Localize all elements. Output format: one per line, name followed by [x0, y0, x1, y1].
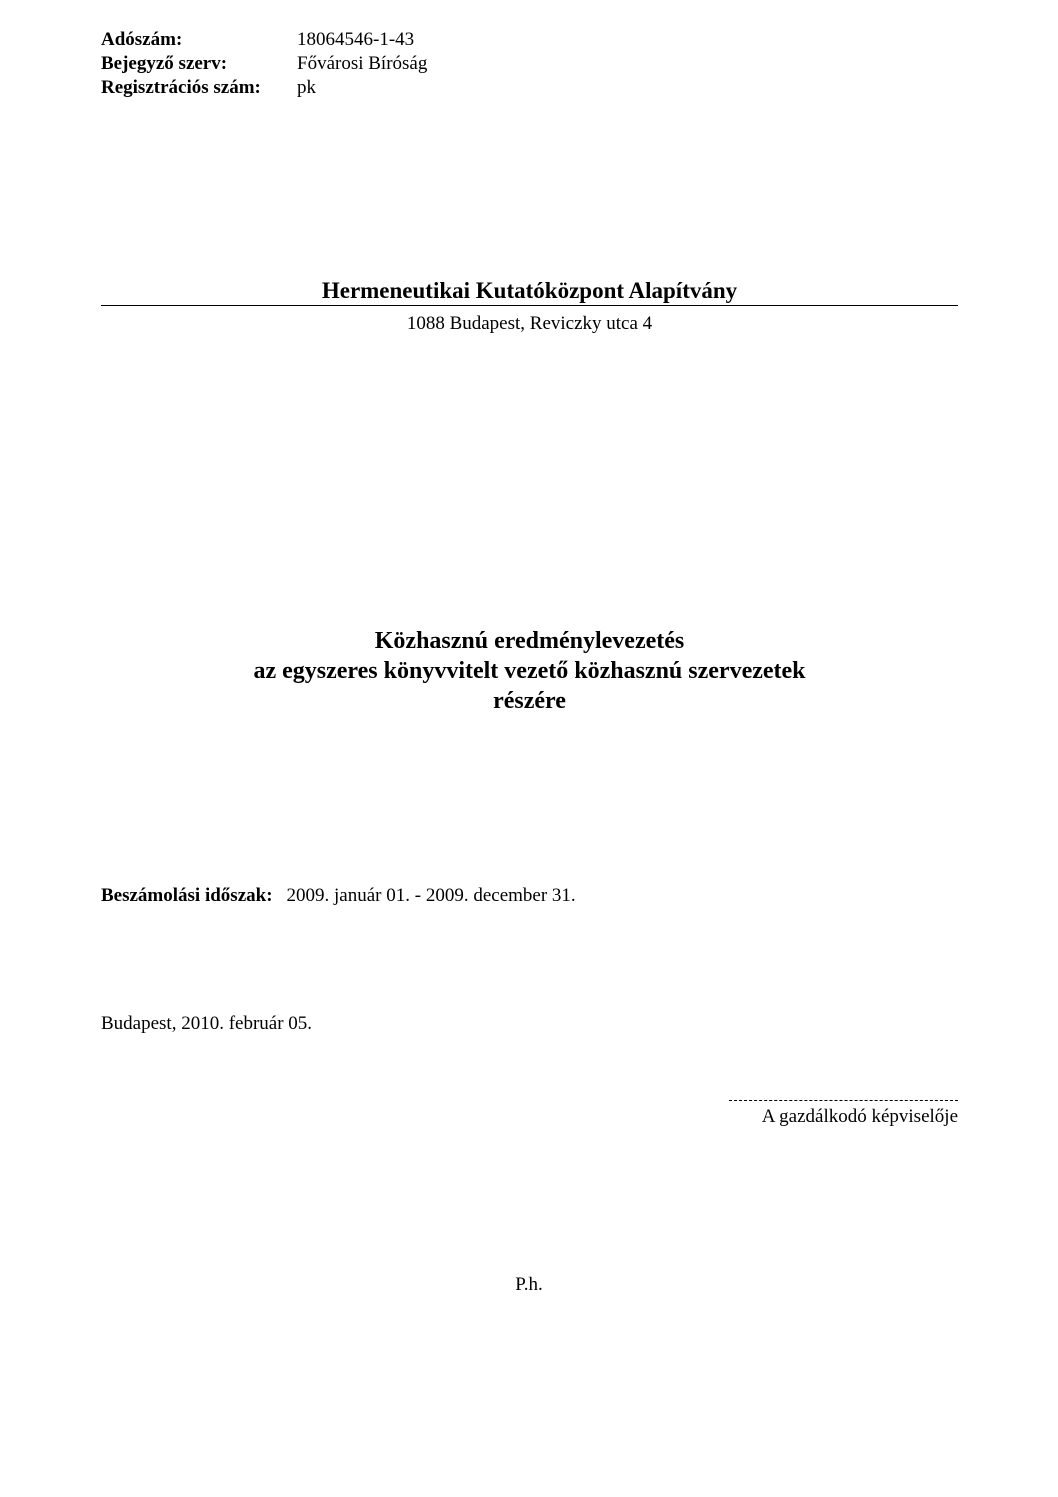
- title-line-1: Közhasznú eredménylevezetés: [374, 628, 685, 654]
- title-line-3: részére: [493, 688, 566, 714]
- reporting-period: [101, 884, 576, 908]
- organization-address: 1088 Budapest, Reviczky utca 4: [406, 313, 653, 334]
- tax-number-row: [101, 28, 427, 52]
- registration-number-row: [101, 76, 427, 100]
- organization-divider: [101, 305, 958, 306]
- title-line-2: az egyszeres könyvvitelt vezető közhasznú szervezetek: [253, 658, 806, 684]
- tax-number-value: 18064546-1-43: [297, 29, 415, 50]
- reporting-period-label: Beszámolási időszak:: [101, 885, 273, 906]
- registration-number-value: pk: [297, 77, 316, 98]
- identification-block: [101, 28, 427, 100]
- registration-number-label: Regisztrációs szám:: [101, 77, 261, 98]
- signature-line: [729, 1100, 958, 1101]
- signature-block: [729, 1100, 958, 1129]
- place-and-date: Budapest, 2010. február 05.: [101, 1013, 313, 1034]
- registrar-value: Fővárosi Bíróság: [297, 53, 428, 74]
- registrar-label: Bejegyző szerv:: [101, 53, 228, 74]
- document-title: [101, 626, 958, 716]
- tax-number-label: Adószám:: [101, 29, 183, 50]
- organization-name: Hermeneutikai Kutatóközpont Alapítvány: [321, 278, 738, 303]
- registrar-row: [101, 52, 427, 76]
- signature-label: A gazdálkodó képviselője: [761, 1106, 958, 1127]
- stamp-placeholder: P.h.: [515, 1274, 543, 1295]
- reporting-period-value: 2009. január 01. - 2009. december 31.: [286, 885, 576, 906]
